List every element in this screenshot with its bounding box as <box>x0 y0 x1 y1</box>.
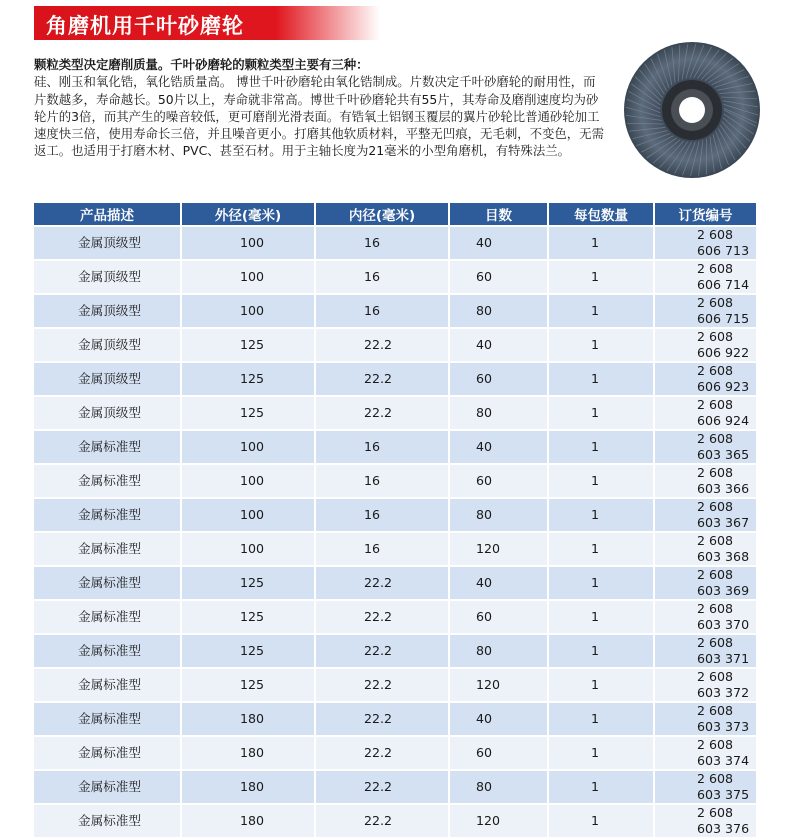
page-title: 角磨机用千叶砂磨轮 <box>46 10 244 40</box>
grit-cell: 60 <box>450 261 549 293</box>
product-cell: 金属标准型 <box>34 737 182 769</box>
grit-cell: 60 <box>450 737 549 769</box>
grit-cell: 80 <box>450 771 549 803</box>
outer-diameter-cell: 100 <box>182 261 316 293</box>
pack-qty-cell: 1 <box>549 465 655 497</box>
grit-cell: 120 <box>450 805 549 837</box>
order-number-cell: 2 608 606 923 <box>655 363 756 395</box>
pack-qty-cell: 1 <box>549 805 655 837</box>
table-row <box>34 431 756 463</box>
inner-diameter-cell: 22.2 <box>316 669 450 701</box>
table-row <box>34 601 756 633</box>
table-row <box>34 635 756 667</box>
order-number-cell: 2 608 603 366 <box>655 465 756 497</box>
pack-qty-cell: 1 <box>549 703 655 735</box>
grit-cell: 80 <box>450 499 549 531</box>
inner-diameter-cell: 22.2 <box>316 737 450 769</box>
outer-diameter-cell: 100 <box>182 533 316 565</box>
outer-diameter-cell: 180 <box>182 805 316 837</box>
pack-qty-cell: 1 <box>549 227 655 259</box>
order-number-cell: 2 608 603 376 <box>655 805 756 837</box>
inner-diameter-cell: 16 <box>316 465 450 497</box>
order-number-cell: 2 608 603 367 <box>655 499 756 531</box>
header-order-number: 订货编号 <box>655 203 756 225</box>
order-number-cell: 2 608 603 372 <box>655 669 756 701</box>
order-number-cell: 2 608 603 369 <box>655 567 756 599</box>
description-lead: 颗粒类型决定磨削质量。千叶砂磨轮的颗粒类型主要有三种： <box>34 56 604 73</box>
inner-diameter-cell: 22.2 <box>316 363 450 395</box>
table-header-row <box>34 203 756 225</box>
table-row <box>34 397 756 429</box>
header-product: 产品描述 <box>34 203 182 225</box>
product-cell: 金属顶级型 <box>34 227 182 259</box>
inner-diameter-cell: 22.2 <box>316 703 450 735</box>
inner-diameter-cell: 16 <box>316 261 450 293</box>
order-number-cell: 2 608 606 715 <box>655 295 756 327</box>
grit-cell: 120 <box>450 669 549 701</box>
inner-diameter-cell: 22.2 <box>316 601 450 633</box>
pack-qty-cell: 1 <box>549 499 655 531</box>
inner-diameter-cell: 22.2 <box>316 567 450 599</box>
header-outer-diameter: 外径(毫米) <box>182 203 316 225</box>
outer-diameter-cell: 100 <box>182 227 316 259</box>
product-cell: 金属顶级型 <box>34 363 182 395</box>
outer-diameter-cell: 125 <box>182 635 316 667</box>
disc-arbor-hole <box>679 97 705 123</box>
order-number-cell: 2 608 603 368 <box>655 533 756 565</box>
product-cell: 金属标准型 <box>34 533 182 565</box>
product-cell: 金属标准型 <box>34 669 182 701</box>
order-number-cell: 2 608 603 373 <box>655 703 756 735</box>
grit-cell: 40 <box>450 431 549 463</box>
outer-diameter-cell: 100 <box>182 431 316 463</box>
grit-cell: 40 <box>450 329 549 361</box>
order-number-cell: 2 608 606 713 <box>655 227 756 259</box>
spec-table <box>34 201 756 839</box>
product-cell: 金属标准型 <box>34 567 182 599</box>
order-number-cell: 2 608 603 370 <box>655 601 756 633</box>
flap-disc-image <box>622 40 762 180</box>
grit-cell: 80 <box>450 635 549 667</box>
order-number-cell: 2 608 606 924 <box>655 397 756 429</box>
table-row <box>34 329 756 361</box>
outer-diameter-cell: 100 <box>182 295 316 327</box>
product-cell: 金属顶级型 <box>34 329 182 361</box>
grit-cell: 60 <box>450 465 549 497</box>
product-cell: 金属顶级型 <box>34 397 182 429</box>
outer-diameter-cell: 125 <box>182 363 316 395</box>
pack-qty-cell: 1 <box>549 567 655 599</box>
outer-diameter-cell: 180 <box>182 703 316 735</box>
grit-cell: 80 <box>450 295 549 327</box>
grit-cell: 40 <box>450 567 549 599</box>
product-cell: 金属标准型 <box>34 771 182 803</box>
table-row <box>34 737 756 769</box>
order-number-cell: 2 608 603 365 <box>655 431 756 463</box>
table-row <box>34 465 756 497</box>
title-banner <box>34 6 380 40</box>
description-body: 硅、刚玉和氧化锆，氧化锆质量高。 博世千叶砂磨轮由氧化锆制成。片数决定千叶砂磨轮的耐用性，而片数越多，寿命越长。50片以上，寿命就非常高。博世千叶砂磨轮共有55片，其寿命及磨削速度均为砂轮片的3倍，而其产生的噪音较低，更可磨削光滑表面。有锆氧土铝钢玉覆层的翼片砂轮比普通砂轮加工速度快三倍，使用寿命长三倍，并且噪音更小。打磨其他软质材料，平整无凹痕，无毛刺，不变色，无需返工。也适用于打磨木材、PVC、甚至石材。用于主轴长度为21毫米的小型角磨机，有特殊法兰。 <box>34 73 604 159</box>
product-cell: 金属顶级型 <box>34 295 182 327</box>
pack-qty-cell: 1 <box>549 329 655 361</box>
order-number-cell: 2 608 603 374 <box>655 737 756 769</box>
inner-diameter-cell: 22.2 <box>316 397 450 429</box>
table-row <box>34 771 756 803</box>
table-row <box>34 363 756 395</box>
product-cell: 金属标准型 <box>34 635 182 667</box>
inner-diameter-cell: 22.2 <box>316 805 450 837</box>
header-pack-qty: 每包数量 <box>549 203 655 225</box>
table-row <box>34 567 756 599</box>
grit-cell: 60 <box>450 601 549 633</box>
pack-qty-cell: 1 <box>549 295 655 327</box>
outer-diameter-cell: 180 <box>182 771 316 803</box>
pack-qty-cell: 1 <box>549 635 655 667</box>
pack-qty-cell: 1 <box>549 737 655 769</box>
pack-qty-cell: 1 <box>549 669 655 701</box>
inner-diameter-cell: 16 <box>316 499 450 531</box>
table-row <box>34 295 756 327</box>
inner-diameter-cell: 22.2 <box>316 771 450 803</box>
product-cell: 金属标准型 <box>34 601 182 633</box>
product-cell: 金属顶级型 <box>34 261 182 293</box>
inner-diameter-cell: 16 <box>316 295 450 327</box>
pack-qty-cell: 1 <box>549 397 655 429</box>
outer-diameter-cell: 125 <box>182 601 316 633</box>
inner-diameter-cell: 22.2 <box>316 329 450 361</box>
grit-cell: 40 <box>450 227 549 259</box>
outer-diameter-cell: 100 <box>182 499 316 531</box>
grit-cell: 120 <box>450 533 549 565</box>
inner-diameter-cell: 16 <box>316 533 450 565</box>
outer-diameter-cell: 125 <box>182 669 316 701</box>
inner-diameter-cell: 16 <box>316 227 450 259</box>
table-row <box>34 805 756 837</box>
grit-cell: 40 <box>450 703 549 735</box>
pack-qty-cell: 1 <box>549 261 655 293</box>
product-cell: 金属标准型 <box>34 499 182 531</box>
pack-qty-cell: 1 <box>549 363 655 395</box>
table-row <box>34 227 756 259</box>
table-row <box>34 499 756 531</box>
pack-qty-cell: 1 <box>549 601 655 633</box>
order-number-cell: 2 608 603 375 <box>655 771 756 803</box>
grit-cell: 60 <box>450 363 549 395</box>
header-inner-diameter: 内径(毫米) <box>316 203 450 225</box>
order-number-cell: 2 608 606 922 <box>655 329 756 361</box>
outer-diameter-cell: 125 <box>182 329 316 361</box>
pack-qty-cell: 1 <box>549 431 655 463</box>
product-cell: 金属标准型 <box>34 805 182 837</box>
outer-diameter-cell: 125 <box>182 567 316 599</box>
outer-diameter-cell: 100 <box>182 465 316 497</box>
pack-qty-cell: 1 <box>549 533 655 565</box>
pack-qty-cell: 1 <box>549 771 655 803</box>
product-cell: 金属标准型 <box>34 465 182 497</box>
product-description <box>34 56 604 160</box>
order-number-cell: 2 608 603 371 <box>655 635 756 667</box>
outer-diameter-cell: 125 <box>182 397 316 429</box>
header-grit: 目数 <box>450 203 549 225</box>
table-row <box>34 261 756 293</box>
product-cell: 金属标准型 <box>34 703 182 735</box>
order-number-cell: 2 608 606 714 <box>655 261 756 293</box>
inner-diameter-cell: 16 <box>316 431 450 463</box>
grit-cell: 80 <box>450 397 549 429</box>
table-row <box>34 533 756 565</box>
table-row <box>34 703 756 735</box>
table-row <box>34 669 756 701</box>
product-cell: 金属标准型 <box>34 431 182 463</box>
outer-diameter-cell: 180 <box>182 737 316 769</box>
inner-diameter-cell: 22.2 <box>316 635 450 667</box>
